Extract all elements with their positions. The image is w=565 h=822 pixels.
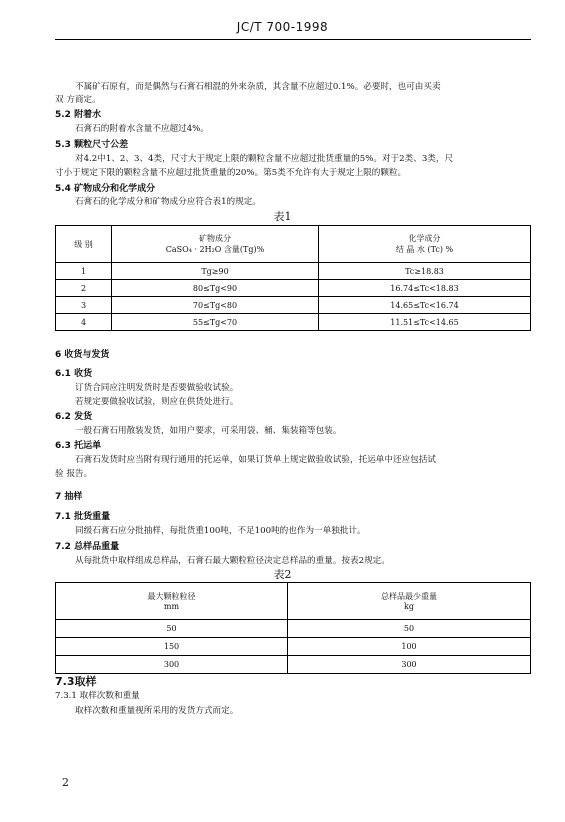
table-row [56,620,531,638]
table1-cell-mineral: 80≤Tg<90 [112,280,319,297]
table1-cell-chem: 16.74≤Tc<18.83 [319,280,531,297]
table2-cell-weight: 300 [288,656,531,674]
paragraph-line: 对4.2中1、2、3、4类，尺寸大于规定上限的颗粒含量不应超过批货重量的5%。对于2类、3类，尺 [75,154,454,164]
table1-cell-mineral: 70≤Tg<80 [112,297,319,314]
table1-header-grade: 级 别 [56,226,112,263]
table2-cell-weight: 100 [288,638,531,656]
table-row [56,314,531,331]
table2-cell-weight: 50 [288,620,531,638]
table2-header-weight-line2: kg [404,602,414,611]
section-heading-5-2: 5.2 附着水 [55,110,102,120]
table1-cell-grade: 4 [56,314,112,331]
paragraph-line: 双 方商定。 [55,95,101,105]
table-row [56,656,531,674]
header-rule [55,39,531,40]
section-heading-7-2: 7.2 总样品重量 [55,542,120,552]
table1-header-mineral-line1: 矿物成分 [199,234,231,243]
page-number: 2 [62,776,69,789]
table2-header-size-line1: 最大颗粒粒径 [147,592,196,601]
section-heading-7-3-1: 7.3.1 取样次数和重量 [55,691,140,701]
table2-cell-size: 150 [56,638,288,656]
table2 [55,582,531,674]
paragraph-line: 寸小于规定下限的颗粒含量不应超过批货重量的20%。第5类不允许有大于规定上限的颗粒。 [55,168,407,178]
table-row [56,280,531,297]
section-heading-6-2: 6.2 发货 [55,412,93,422]
table1 [55,225,531,331]
table1-header-mineral [112,226,319,263]
paragraph-line: 取样次数和重量视所采用的发货方式而定。 [75,706,239,716]
paragraph-line: 从每批货中取样组成总样品，石膏石最大颗粒粒径决定总样品的重量。按表2规定。 [75,556,390,566]
table1-cell-chem: 11.51≤Tc<14.65 [319,314,531,331]
table1-cell-chem: 14.65≤Tc<16.74 [319,297,531,314]
table2-cell-size: 300 [56,656,288,674]
table2-cell-size: 50 [56,620,288,638]
table1-header-chemical-line1: 化学成分 [408,234,441,243]
table-row [56,297,531,314]
table2-header-size-line2: mm [163,602,180,611]
paragraph-line: 验 报告。 [55,469,93,479]
table1-header-chemical [319,226,531,263]
section-heading-5-3: 5.3 颗粒尺寸公差 [55,140,129,150]
table2-caption: 表2 [273,568,292,581]
table1-header-mineral-line2: CaSO₄ · 2H₂O 含量(Tg)% [165,245,265,254]
table2-header-size [56,583,288,620]
section-heading-7: 7 抽样 [55,492,83,502]
document-header: JC/T 700-1998 [236,20,329,34]
section-heading-6: 6 收货与发货 [55,350,110,360]
paragraph-line: 石膏石的附着水含量不应超过4%。 [75,124,209,134]
table1-cell-mineral: Tg≥90 [112,263,319,280]
section-heading-7-3: 7.3取样 [55,675,97,688]
section-heading-7-1: 7.1 批货重量 [55,512,111,522]
table1-cell-chem: Tc≥18.83 [319,263,531,280]
table1-cell-grade: 3 [56,297,112,314]
table-row [56,638,531,656]
paragraph-line: 若规定要做验收试验，则应在供货处进行。 [75,397,239,407]
table1-cell-grade: 2 [56,280,112,297]
table1-cell-mineral: 55≤Tg<70 [112,314,319,331]
section-heading-6-1: 6.1 收货 [55,369,93,379]
paragraph-line: 石膏石的化学成分和矿物成分应符合表1的规定。 [75,197,261,207]
paragraph-line: 同级石膏石应分批抽样，每批货重100吨，不足100吨的也作为一单独批计。 [75,526,366,536]
table2-header-weight [288,583,531,620]
table2-header-weight-line1: 总样品最少重量 [381,592,437,601]
section-heading-5-4: 5.4 矿物成分和化学成分 [55,184,156,194]
paragraph-line: 不属矿石原有，而是偶然与石膏石相混的外来杂质，其含量不应超过0.1%。必要时，也可由买卖 [75,82,441,92]
paragraph-line: 订货合同应注明发货时是否要做验收试验。 [75,383,239,393]
section-heading-6-3: 6.3 托运单 [55,441,102,451]
table1-header-chemical-line2: 结 晶 水 (Tc) % [395,245,454,254]
paragraph-line: 石膏石发货时应当附有现行通用的托运单，如果订货单上规定做验收试验，托运单中还应包括试 [75,455,436,465]
paragraph-line: 一般石膏石用散装发货，如用户要求，可采用袋、桶、集装箱等包装。 [75,426,342,436]
table1-cell-grade: 1 [56,263,112,280]
table-row [56,263,531,280]
table1-caption: 表1 [273,210,292,223]
